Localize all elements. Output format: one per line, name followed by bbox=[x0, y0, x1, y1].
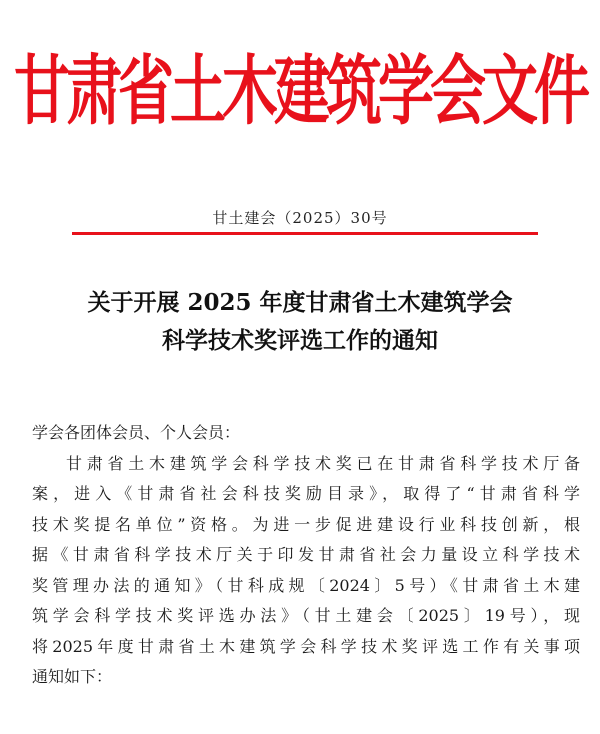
paragraph-line: 将2025年度甘肃省土木建筑学会科学技术奖评选工作有关事项 bbox=[32, 636, 580, 656]
paragraph-line: 案，进入《甘肃省社会科技奖励目录》，取得了“甘肃省科学 bbox=[32, 484, 580, 503]
notice-body bbox=[32, 418, 580, 693]
notice-title-line-1: 关于开展 2025 年度甘肃省土木建筑学会 bbox=[87, 289, 513, 316]
paragraph-line: 甘肃省土木建筑学会科学技术奖已在甘肃省科学技术厅备 bbox=[66, 453, 580, 473]
red-divider-line bbox=[72, 232, 538, 235]
salutation: 学会各团体会员、个人会员： bbox=[32, 423, 241, 442]
notice-title-line-2: 科学技术奖评选工作的通知 bbox=[162, 327, 438, 354]
document-number: 甘土建会（2025）30号 bbox=[212, 209, 388, 227]
paragraph-line: 据《甘肃省科学技术厅关于印发甘肃省社会力量设立科学技术 bbox=[32, 545, 580, 564]
paragraph-line: 技术奖提名单位”资格。为进一步促进建设行业科技创新，根 bbox=[32, 514, 580, 534]
paragraph-line: 通知如下： bbox=[32, 667, 113, 686]
masthead-title: 甘肃省土木建筑学会文件 bbox=[14, 48, 586, 136]
paragraph-line: 奖管理办法的通知》（甘科成规〔2024〕5号）《甘肃省土木建 bbox=[32, 575, 580, 595]
paragraph-line: 筑学会科学技术奖评选办法》（甘土建会〔2025〕19号），现 bbox=[32, 606, 580, 625]
notice-title bbox=[0, 284, 600, 360]
